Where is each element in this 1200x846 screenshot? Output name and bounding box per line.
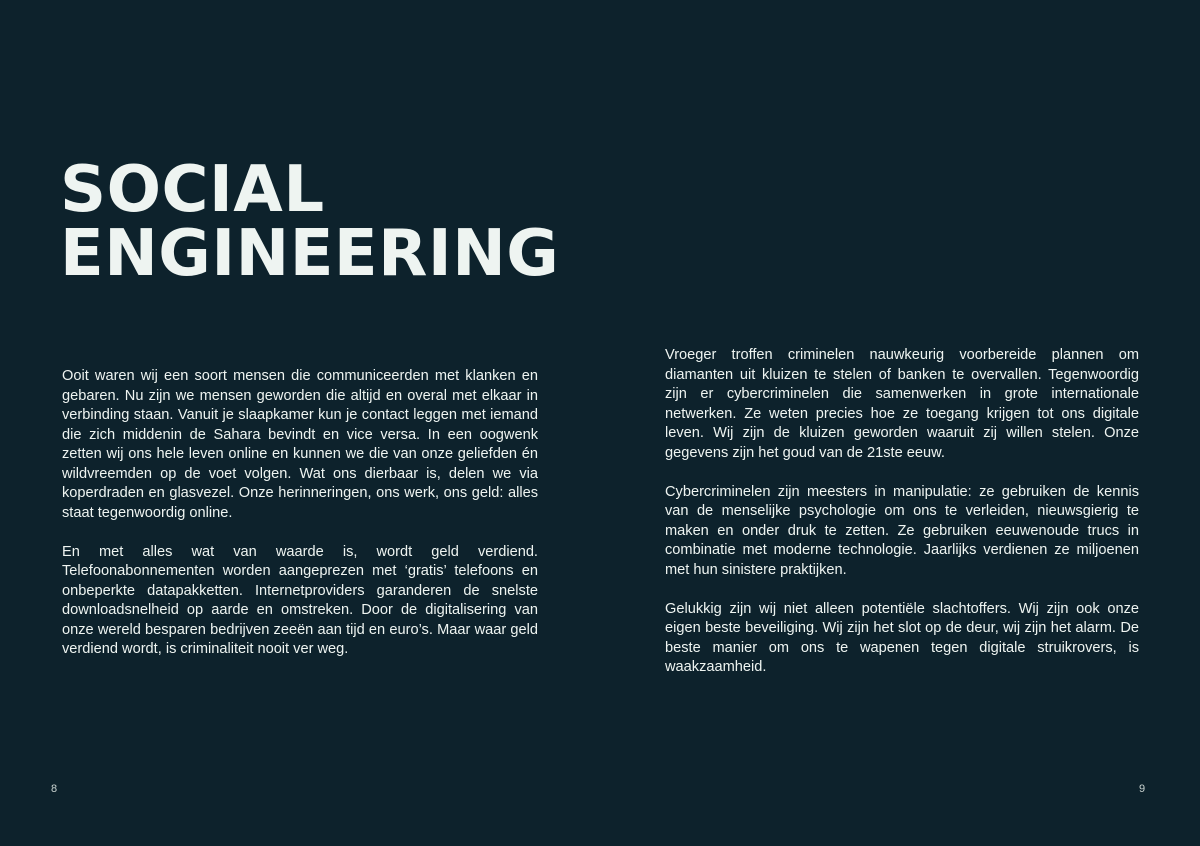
left-paragraph-1: Ooit waren wij een soort mensen die communiceerden met klanken en gebaren. Nu zijn we mensen geworden die altijd en overal met elkaar in verbinding staan. Vanuit je slaapkamer kun je contact leggen met iemand die zich middenin de Sahara bevindt en vice versa. In een oogwenk zetten wij ons hele leven online en kunnen we die van onze geliefden én wildvreemden op de voet volgen. Wat ons dierbaar is, delen we via koperdraden en glasvezel. Onze herinneringen, ons werk, ons geld: alles staat tegenwoordig online. [62,368,538,521]
title-line-2: ENGINEERING [60,217,560,291]
page-number-left: 8 [51,783,58,795]
right-paragraph-1: Vroeger troffen criminelen nauwkeurig voorbereide plannen om diamanten uit kluizen te stelen of banken te overvallen. Tegenwoordig zijn er cybercriminelen die samenwerken in grote internationale netwerken. Ze weten precies hoe ze toegang krijgen tot ons digitale leven. Wij zijn de kluizen geworden waaruit zij willen stelen. Onze gegevens zijn het goud van de 21ste eeuw. [665,347,1139,461]
right-paragraph-2: Cybercriminelen zijn meesters in manipulatie: ze gebruiken de kennis van de menselijke psychologie om ons te verleiden, nieuwsgierig te maken en onder druk te zetten. Ze gebruiken eeuwenoude trucs in combinatie met moderne technologie. Jaarlijks verdienen ze miljoenen met hun sinistere praktijken. [665,483,1139,578]
page-title [60,153,560,291]
right-paragraph-3: Gelukkig zijn wij niet alleen potentiële slachtoffers. Wij zijn ook onze eigen beste beveiliging. Wij zijn het slot op de deur, wij zijn het alarm. De beste manier om ons te wapenen tegen digitale struikrovers, is waakzaamheid. [665,600,1139,675]
right-text-column [665,346,1139,678]
title-line-1: SOCIAL [60,153,325,227]
left-paragraph-2: En met alles wat van waarde is, wordt geld verdiend. Telefoonabonnementen worden aangeprezen met ‘gratis’ telefoons en onbeperkte datapakketten. Internetproviders garanderen de snelste downloadsnelheid op aarde en omstreken. Door de digitalisering van onze wereld besparen bedrijven zeeën aan tijd en euro’s. Maar waar geld verdiend wordt, is criminaliteit nooit ver weg. [62,543,538,657]
left-text-column [62,367,538,660]
page-number-right: 9 [1139,783,1146,795]
